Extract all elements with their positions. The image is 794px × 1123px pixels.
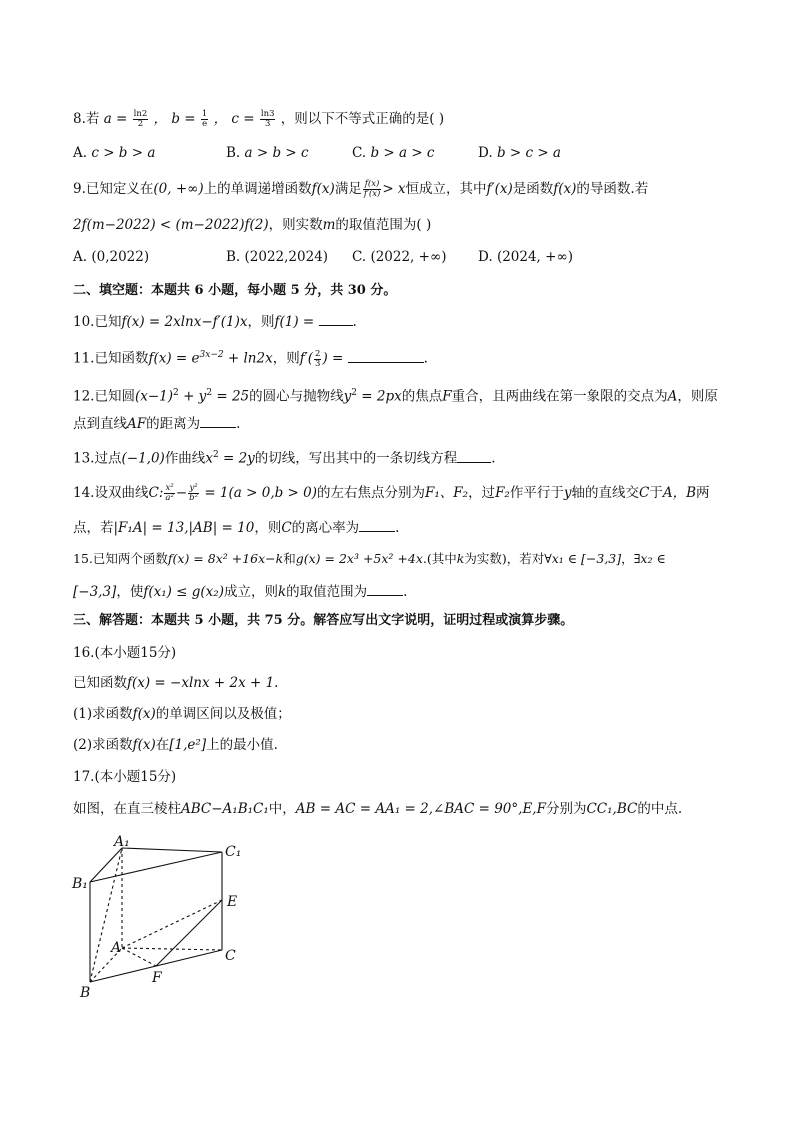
q17-math: CC₁,BC [586, 801, 638, 817]
q17-math: AB = AC = AA₁ = 2,∠BAC = 90°,E,F [295, 801, 546, 817]
q13-end: . [491, 450, 496, 467]
q9-line2 [73, 216, 431, 234]
q15-text: 和 [283, 551, 296, 566]
option-text: b > c > a [496, 145, 561, 161]
q13-text: 的切线，写出其中的一条切线方程 [254, 450, 458, 467]
option-text: (2024, +∞) [496, 249, 573, 265]
q15-text: ， [621, 551, 634, 566]
answer-blank [348, 349, 424, 363]
q9-domain: (0, +∞) [153, 181, 204, 197]
q14-math: F₂ [495, 485, 510, 501]
q15-text: 的取值范围为 [286, 584, 368, 600]
q12-text: 点到直线 [73, 416, 127, 432]
q9-ineq: 2f(m−2022) < (m−2022)f(2) [73, 217, 269, 233]
q9-option-d [478, 249, 573, 265]
q12-math: (x−1) [134, 388, 174, 405]
q12-text: 重合，且两曲线在第一象限的交点为 [451, 388, 668, 405]
q12-math: F [442, 388, 452, 405]
option-letter: C. [352, 145, 367, 161]
label-a1: A₁ [114, 834, 130, 850]
label-b1: B₁ [72, 876, 88, 892]
q16-title: 16.(本小题15分) [73, 645, 177, 661]
option-text: (2022,2024) [244, 249, 329, 265]
q17-text: 的中点. [637, 801, 683, 817]
q14-end: . [395, 520, 400, 536]
q12-math: AF [127, 416, 147, 432]
q15-end: . [403, 584, 408, 600]
q11-math: f′( [299, 350, 314, 367]
q9-text: 9.已知定义在 [73, 181, 154, 197]
q11-end: . [423, 350, 428, 367]
q14-frac-x [164, 484, 174, 503]
q8-c-frac [260, 110, 276, 129]
answer-blank [367, 582, 403, 596]
q14-text: 两 [696, 485, 710, 501]
q11-math: f(x) = e [148, 350, 200, 367]
q14-math: C: [148, 485, 164, 501]
option-letter: D. [478, 249, 493, 265]
label-e: E [227, 894, 238, 910]
q14-line2 [73, 518, 399, 537]
q9-line1 [73, 180, 648, 199]
q16-text: (2)求函数 [73, 737, 133, 753]
q13-math: (−1,0) [121, 450, 165, 467]
edge-a-e [122, 900, 222, 948]
q14-math: C [281, 520, 292, 536]
q9-option-c [352, 249, 446, 265]
q11-text: ，则 [272, 350, 300, 367]
q12-math: y [343, 388, 352, 405]
q9-text: 是函数 [512, 181, 554, 197]
q15-math: [−3,3] [73, 584, 117, 600]
q17-title: 17.(本小题15分) [73, 769, 177, 785]
q15-text: ，使 [116, 584, 144, 600]
q8-suffix: ，则以下不等式正确的是( ) [280, 111, 445, 127]
frac-num: 2 [315, 348, 321, 359]
q8-c-den: 3 [264, 119, 271, 129]
q11-math: ) = [322, 350, 344, 367]
q8-c-def: ， c = [213, 111, 255, 127]
option-letter: D. [478, 145, 493, 161]
edge-f-e [156, 900, 222, 966]
q10 [73, 312, 357, 331]
q15-math: ∃x₂ ∈ [633, 551, 666, 566]
q8-b-frac [201, 110, 208, 129]
q14-text: 轴的直线交 [571, 485, 639, 501]
q14-math: C [638, 485, 650, 501]
q9-frac [363, 180, 382, 199]
q16-math: f(x) [132, 706, 156, 722]
q17-math: ABC−A₁B₁C₁ [181, 801, 269, 817]
q14-minus: − [175, 485, 188, 501]
q9-text: 满足 [334, 181, 362, 197]
q14-line1 [73, 484, 710, 503]
option-text: c > b > a [91, 145, 156, 161]
q16-text: 已知函数 [73, 675, 127, 691]
q15-text: .(其中 [422, 551, 457, 566]
option-letter: A. [73, 249, 88, 265]
q10-end: . [352, 314, 357, 330]
label-a: A [111, 940, 122, 956]
prism-figure [60, 830, 260, 1010]
q11-frac [314, 350, 321, 369]
q15-math: g(x) = 2x³ +5x² +4x [295, 551, 423, 566]
q14-text: 作平行于 [509, 485, 564, 501]
q14-math: = 1(a > 0,b > 0) [200, 485, 317, 501]
frac-den: a² [165, 493, 174, 503]
section-3-heading: 三、解答题：本题共 5 小题，共 75 分。解答应写出文字说明，证明过程或演算步骤。 [73, 613, 574, 628]
q14-text: 的左右焦点分别为 [317, 485, 425, 501]
q15-math: k [277, 584, 287, 600]
q12-line2 [73, 414, 240, 433]
q14-text: 于 [649, 485, 663, 501]
q10-text: ，则 [247, 314, 275, 330]
q11 [73, 346, 428, 369]
section-2-heading: 二、填空题：本题共 6 小题，每小题 5 分，共 30 分。 [73, 283, 397, 298]
q14-frac-y [188, 484, 199, 503]
q12-math: A [667, 388, 678, 405]
edge-b1-c1 [90, 852, 222, 882]
q11-text: 11.已知函数 [73, 350, 149, 367]
q8-prefix: 8.若 [73, 111, 100, 127]
option-text: (2022, +∞) [370, 249, 447, 265]
frac-num: y² [189, 483, 198, 493]
option-letter: C. [352, 249, 367, 265]
option-letter: B. [226, 249, 241, 265]
q10-math: f(1) = [274, 314, 315, 330]
q12-text: 的焦点 [401, 388, 443, 405]
q13-math: = 2y [218, 450, 255, 467]
q11-math: + ln2x [223, 350, 273, 367]
q9-text: 的取值范围为( ) [335, 217, 432, 233]
q15-text: 成立，则 [223, 584, 278, 600]
q9-text: 的导函数.若 [576, 181, 649, 197]
q15-math: ∀x₁ ∈ [−3,3] [544, 551, 622, 566]
q16-text: 的单调区间以及极值； [155, 706, 291, 722]
q8-stem [73, 110, 444, 129]
q9-fx: f(x) [311, 181, 335, 197]
q13: 13.过点(−1,0)作曲线$x^2 = 2y$的切线，写出其中的一条切线方程 . [73, 450, 496, 467]
answer-blank [319, 312, 353, 326]
q15-line2 [73, 582, 407, 601]
label-b: B [80, 985, 91, 1001]
answer-blank [457, 449, 491, 463]
q13-math: x [205, 450, 213, 467]
q15-math: k [456, 551, 465, 566]
q9-m: m [322, 217, 336, 233]
q12-line1: 12.已知圆$(x-1)^2 + y^2 = 25$的圆心与抛物线$y^2 = 2px$的焦点F重合，且两曲线在第一象限的交点为A，则原 [73, 388, 718, 405]
q14-math: |F₁A| = 13,|AB| = 10 [113, 520, 255, 536]
q12-end: . [236, 416, 241, 432]
frac-den: f′(x) [363, 189, 381, 199]
edge-a1-c1 [122, 848, 222, 852]
q16-math: f(x) [132, 737, 156, 753]
option-letter: B. [226, 145, 241, 161]
q10-math: f(x) = 2xlnx−f′(1)x [121, 314, 248, 330]
q15-math: f(x) = 8x² +16x−k [167, 551, 284, 566]
frac-num: x² [165, 483, 174, 493]
q8-b-num: 1 [201, 109, 208, 119]
q14-text: 点，若 [73, 520, 114, 536]
q15-math: f(x₁) ≤ g(x₂) [143, 584, 224, 600]
q14-text: ，则 [254, 520, 282, 536]
q12-math: = 2px [357, 388, 402, 405]
edge-b-a1 [90, 848, 122, 982]
q15-text: 为实数)，若对 [464, 551, 545, 566]
option-letter: A. [73, 145, 88, 161]
frac-den: 3 [315, 358, 321, 369]
q16-part1 [73, 705, 291, 723]
q8-b-den: e [202, 119, 208, 129]
label-c: C [225, 948, 236, 964]
q8-option-d [478, 145, 561, 161]
q8-b-def: ， b = [153, 111, 196, 127]
q8-a-def: a = [103, 111, 128, 127]
q15-text: 15.已知两个函数 [73, 551, 168, 566]
q14-math: F₁、F₂ [425, 485, 469, 501]
option-text: a > b > c [244, 145, 309, 161]
q9-option-b [226, 249, 328, 265]
q8-option-b [226, 145, 309, 161]
q12-text: 12.已知圆 [73, 388, 135, 405]
q9-fx: f(x) [553, 181, 577, 197]
frac-num: f(x) [364, 179, 380, 189]
q12-text: ，则原 [677, 388, 718, 405]
answer-blank [200, 414, 236, 428]
q15-line1 [73, 550, 666, 568]
q9-text: 上的单调递增函数 [203, 181, 312, 197]
q16-text: 上的最小值. [206, 737, 278, 753]
q12-math: + y [178, 388, 207, 405]
q9-option-a [73, 249, 149, 265]
q12-text: 的圆心与抛物线 [249, 388, 344, 405]
label-f: F [152, 970, 162, 986]
q14-text: 14.设双曲线 [73, 485, 149, 501]
q8-a-den: 2 [137, 119, 144, 129]
q16-part2 [73, 736, 278, 754]
q8-option-a [73, 145, 155, 161]
q9-text: 恒成立，其中 [405, 181, 487, 197]
q14-math: y [563, 485, 572, 501]
q8-a-num: ln2 [133, 109, 148, 119]
q8-option-c [352, 145, 434, 161]
frac-den: b² [189, 493, 199, 503]
q12-math: = 25 [212, 388, 250, 405]
q16-text: . [274, 675, 279, 691]
q9-ineq: > x [382, 181, 406, 197]
q12-text: 的距离为 [146, 416, 201, 432]
q17-text: 如图，在直三棱柱 [73, 801, 181, 817]
edge-a-f [122, 948, 156, 966]
q14-math: A，B [662, 485, 696, 501]
q9-text: ，则实数 [268, 217, 323, 233]
edge-a1-b1 [90, 848, 122, 882]
q16-math: [1,e²] [169, 737, 207, 753]
q13-text: 13.过点 [73, 450, 122, 467]
option-text: (0,2022) [91, 249, 150, 265]
q10-text: 10.已知 [73, 314, 122, 330]
q17-stem [73, 800, 682, 818]
q14-text: 的离心率为 [291, 520, 360, 536]
q17-text: 中， [268, 801, 296, 817]
q13-text: 作曲线 [164, 450, 206, 467]
option-text: b > a > c [370, 145, 435, 161]
q17-text: 分别为 [545, 801, 587, 817]
q14-text: ，过 [468, 485, 496, 501]
q16-text: (1)求函数 [73, 706, 133, 722]
label-c1: C₁ [225, 844, 242, 860]
q16-math: f(x) = −xlnx + 2x + 1 [127, 675, 275, 691]
q11-exp: 3x−2 [199, 350, 224, 360]
q16-stem [73, 674, 278, 692]
q8-c-num: ln3 [260, 109, 275, 119]
q8-a-frac [133, 110, 149, 129]
q9-fpx: f′(x) [486, 181, 513, 197]
answer-blank [359, 518, 395, 532]
q16-text: 在 [155, 737, 170, 753]
